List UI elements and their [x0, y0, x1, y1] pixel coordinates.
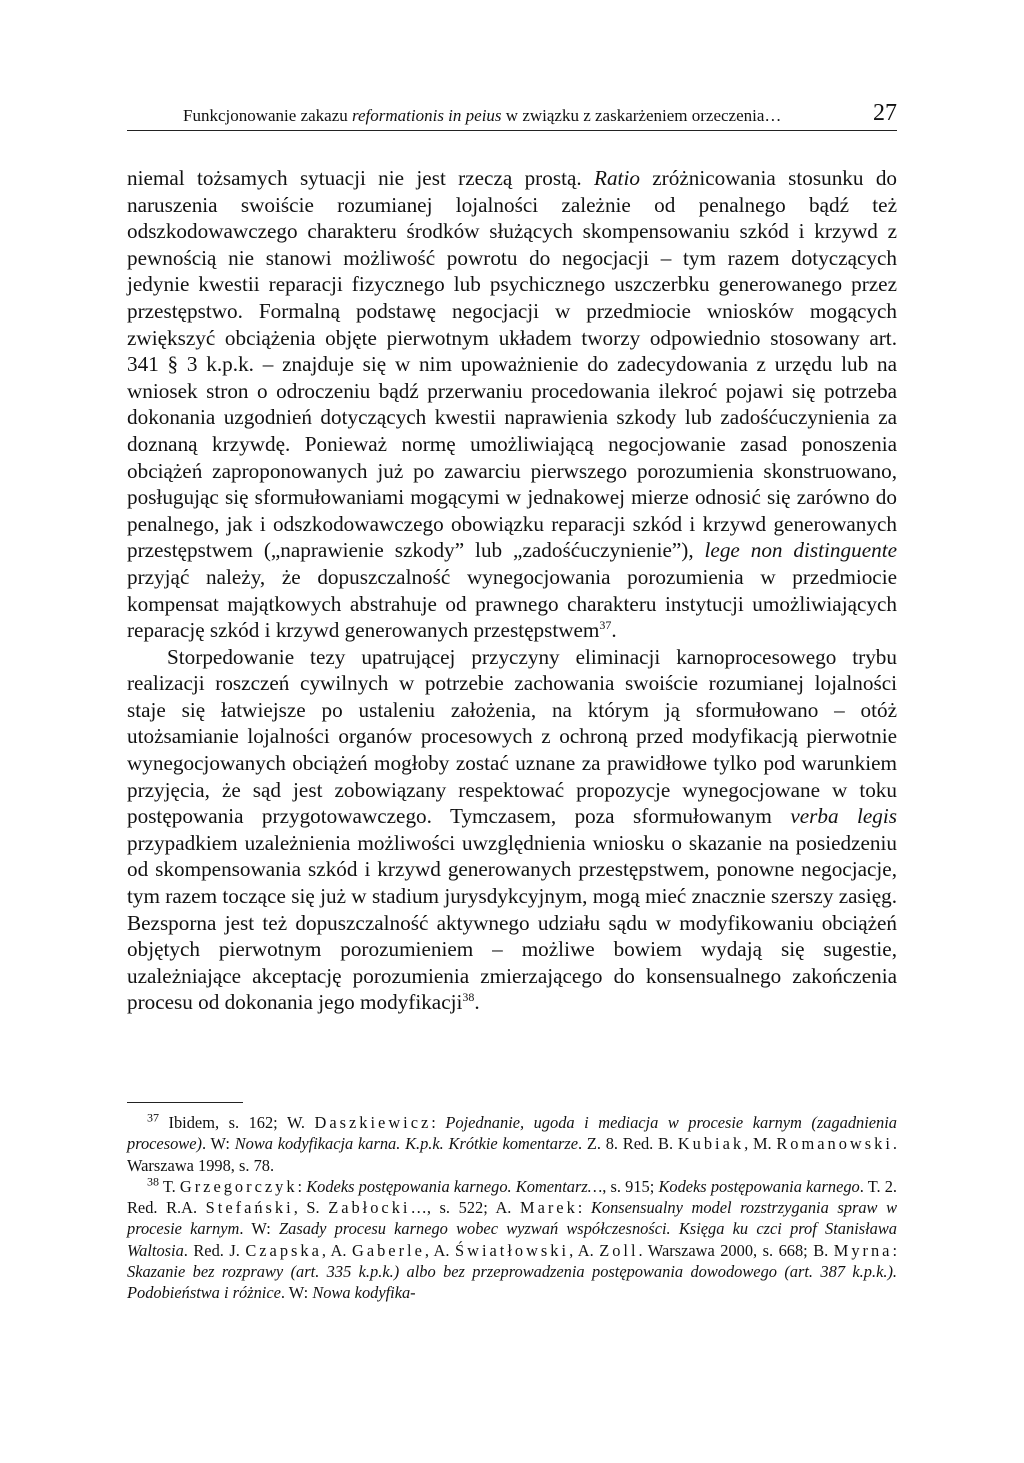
paragraph-1: niemal tożsamych sytuacji nie jest rzeczą prostą. Ratio zróżnicowania stosunku do naruszenia swoiście rozumianej lojalności zależnie od penalnego bądź też odszkodowawczego charakteru środków służących skompensowaniu szkód i krzywd z pewnością nie stanowi możliwość powrotu do negocjacji – tym razem dotyczących jedynie kwestii reparacji fizycznego lub psychicznego uszczerbku generowanego przez przestępstwo. Formalną podstawę negocjacji w przedmiocie wniosków mogących zwiększyć obciążenia objęte pierwotnym układem tworzy odpowiednio stosowany art. 341 § 3 k.p.k. – znajduje się w nim upoważnienie do zadecydowania z urzędu lub na wniosek stron o odroczeniu bądź przerwaniu procedowania ilekroć pojawi się potrzeba dokonania uzgodnień dotyczących kwestii naprawienia szkody lub zadośćuczynienia za doznaną krzywdę. Ponieważ normę umożliwiającą negocjowanie zasad ponoszenia obciążeń zaproponowanych już po zawarciu pierwszego porozumienia skonstruowano, posługując się sformułowaniami mogącymi w jednakowej mierze odnosić się zarówno do penalnego, jak i odszkodowawczego obowiązku reparacji szkód i krzywd generowanych przestępstwem („naprawienie szkody” lub „zadośćuczynienie”), lege non distinguente przyjąć należy, że dopuszczalność wynegocjowania porozumienia w przedmiocie kompensat majątkowych abstrahuje od prawnego charakteru instytucji umożliwiających reparację szkód i krzywd generowanych przestępstwem$^{37}$.	[127, 166, 898, 643]
running-title: Funkcjonowanie zakazu reformationis in peius w związku z zaskarżeniem orzeczenia…	[183, 106, 782, 125]
footnote-divider	[127, 1102, 243, 1103]
running-header	[127, 100, 897, 131]
footnote-38: $^{38}$ T. Grzegorczyk: Kodeks postępowania karnego. Komentarz…, s. 915; Kodeks postępowania karnego. T. 2. Red. R.A. Stefański, S. Zabłocki…, s. 522; A. Marek: Konsensualny model rozstrzygania spraw w procesie karnym. W: Zasady procesu karnego wobec wyzwań współczesności. Księga ku czci prof Stanisława Waltosia. Red. J. Czapska, A. Gaberle, A. Światłowski, A. Zoll. Warszawa 2000, s. 668; B. Myrna: Skazanie bez rozprawy (art. 335 k.p.k.) albo bez przeprowadzenia postępowania dowodowego (art. 387 k.p.k.). Podobieństwa i różnice. W: Nowa kodyfika-	[127, 1174, 898, 1303]
footnote-ref-37[interactable]: 37	[599, 618, 612, 633]
footnote-ref-38[interactable]: 38	[462, 990, 475, 1005]
footnote-37: $^{37}$ Ibidem, s. 162; W. Daszkiewicz: Pojednanie, ugoda i mediacja w procesie karnym (zagadnienia procesowe). W: Nowa kodyfikacja karna. K.p.k. Krótkie komentarze. Z. 8. Red. B. Kubiak, M. Romanowski. Warszawa 1998, s. 78.	[127, 1110, 898, 1175]
paragraph-2: Storpedowanie tezy upatrującej przyczyny eliminacji karnoprocesowego trybu realizacji roszczeń cywilnych w potrzebie zachowania swoiście rozumianej lojalności staje się łatwiejsze po ustaleniu założenia, na którym ją sformułowano – otóż utożsamianie lojalności organów procesowych z ochroną przed modyfikacją pierwotnie wynegocjowanych obciążeń mogłoby zostać uznane za prawidłowe tylko pod warunkiem przyjęcia, że sąd jest zobowiązany respektować propozycje wynegocjowane w toku postępowania przygotowawczego. Tymczasem, poza sformułowanym verba legis przypadkiem uzależnienia możliwości uwzględnienia wniosku o skazanie na posiedzeniu od skompensowania szkód i krzywd generowanych przestępstwem, ponowne negocjacje, tym razem toczące się już w stadium jurysdykcyjnym, mogą mieć znacznie szerszy zasięg. Bezsporna jest też dopuszczalność aktywnego udziału sądu w modyfikowaniu obciążeń objętych pierwotnym porozumieniem – możliwe bowiem wydają się sugestie, uzależniające akceptację porozumienia zmierzającego do konsensualnego zakończenia procesu od dokonania jego modyfikacji$^{38}$.	[127, 644, 897, 1015]
footnotes	[127, 1112, 897, 1304]
page-number: 27	[873, 100, 897, 126]
main-text	[127, 165, 897, 1016]
